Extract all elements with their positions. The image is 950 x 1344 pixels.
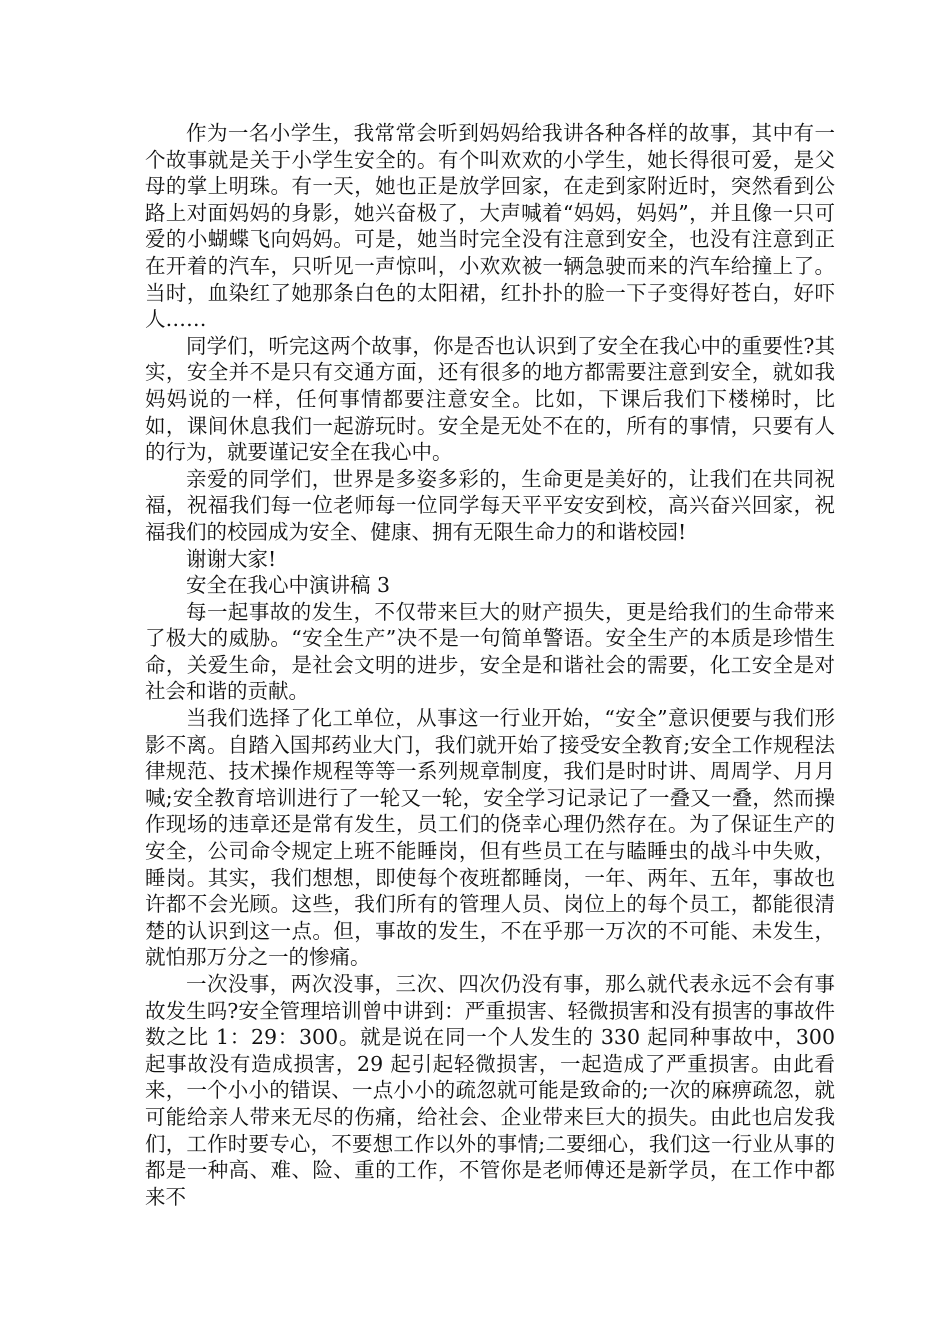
paragraph-story: 作为一名小学生，我常常会听到妈妈给我讲各种各样的故事，其中有一个故事就是关于小学生安全的。有个叫欢欢的小学生，她长得很可爱，是父母的掌上明珠。有一天，她也正是放学回家，在走到家附近时，突然看到公路上对面妈妈的身影，她兴奋极了，大声喊着“妈妈，妈妈”，并且像一只可爱的小蝴蝶飞向妈妈。可是，她当时完全没有注意到安全，也没有注意到正在开着的汽车，只听见一声惊叫，小欢欢被一辆急驶而来的汽车给撞上了。当时，血染红了她那条白色的太阳裙，红扑扑的脸一下子变得好苍白，好吓人…… [145, 121, 835, 332]
speech-heading: 安全在我心中演讲稿 3 [186, 573, 391, 598]
thanks-line: 谢谢大家! [186, 546, 277, 571]
paragraph-accident-ratio: 一次没事，两次没事，三次、四次仍没有事，那么就代表永远不会有事故发生吗?安全管理培训曾中讲到：严重损害、轻微损害和没有损害的事故件数之比 1：29：300。就是说在同一个人发生的 330 起同种事故中，300 起事故没有造成损害，29 起引起轻微损害，一起造成了严重损害。由此看来，一个小小的错误、一点小小的疏忽就可能是致命的;一次的麻痹疏忽，就可能给亲人带来无尽的伤痛，给社会、企业带来巨大的损失。由此也启发我们，工作时要专心，不要想工作以外的事情;二要细心，我们这一行业从事的都是一种高、难、险、重的工作，不管你是老师傅还是新学员，在工作中都来不 [145, 972, 835, 1209]
paragraph-chemical-work: 当我们选择了化工单位，从事这一行业开始，“安全”意识便要与我们形影不离。自踏入国邦药业大门，我们就开始了接受安全教育;安全工作规程法律规范、技术操作规程等等一系列规章制度，我们是时时讲、周周学、月月喊;安全教育培训进行了一轮又一轮，安全学习记录记了一叠又一叠，然而操作现场的违章还是常有发生，员工们的侥幸心理仍然存在。为了保证生产的安全，公司命令规定上班不能睡岗，但有些员工在与瞌睡虫的战斗中失败，睡岗。其实，我们想想，即使每个夜班都睡岗，一年、两年、五年，事故也许都不会光顾。这些，我们所有的管理人员、岗位上的每个员工，都能很清楚的认识到这一点。但，事故的发生，不在乎那一万次的不可能、未发生，就怕那万分之一的惨痛。 [145, 706, 835, 970]
paragraph-accident-intro: 每一起事故的发生，不仅带来巨大的财产损失，更是给我们的生命带来了极大的威胁。“安全生产”决不是一句简单警语。安全生产的本质是珍惜生命，关爱生命，是社会文明的进步，安全是和谐社会的需要，化工安全是对社会和谐的贡献。 [145, 599, 835, 704]
document-body [145, 120, 835, 1210]
paragraph-blessing: 亲爱的同学们，世界是多姿多彩的，生命更是美好的，让我们在共同祝福，祝福我们每一位老师每一位同学每天平平安安到校，高兴奋兴回家，祝福我们的校园成为安全、健康、拥有无限生命力的和谐校园! [145, 466, 835, 544]
paragraph-importance: 同学们，听完这两个故事，你是否也认识到了安全在我心中的重要性?其实，安全并不是只有交通方面，还有很多的地方都需要注意到安全，就如我妈妈说的一样，任何事情都要注意安全。比如，下课后我们下楼梯时，比如，课间休息我们一起游玩时。安全是无处不在的，所有的事情，只要有人的行为，就要谨记安全在我心中。 [145, 333, 835, 465]
